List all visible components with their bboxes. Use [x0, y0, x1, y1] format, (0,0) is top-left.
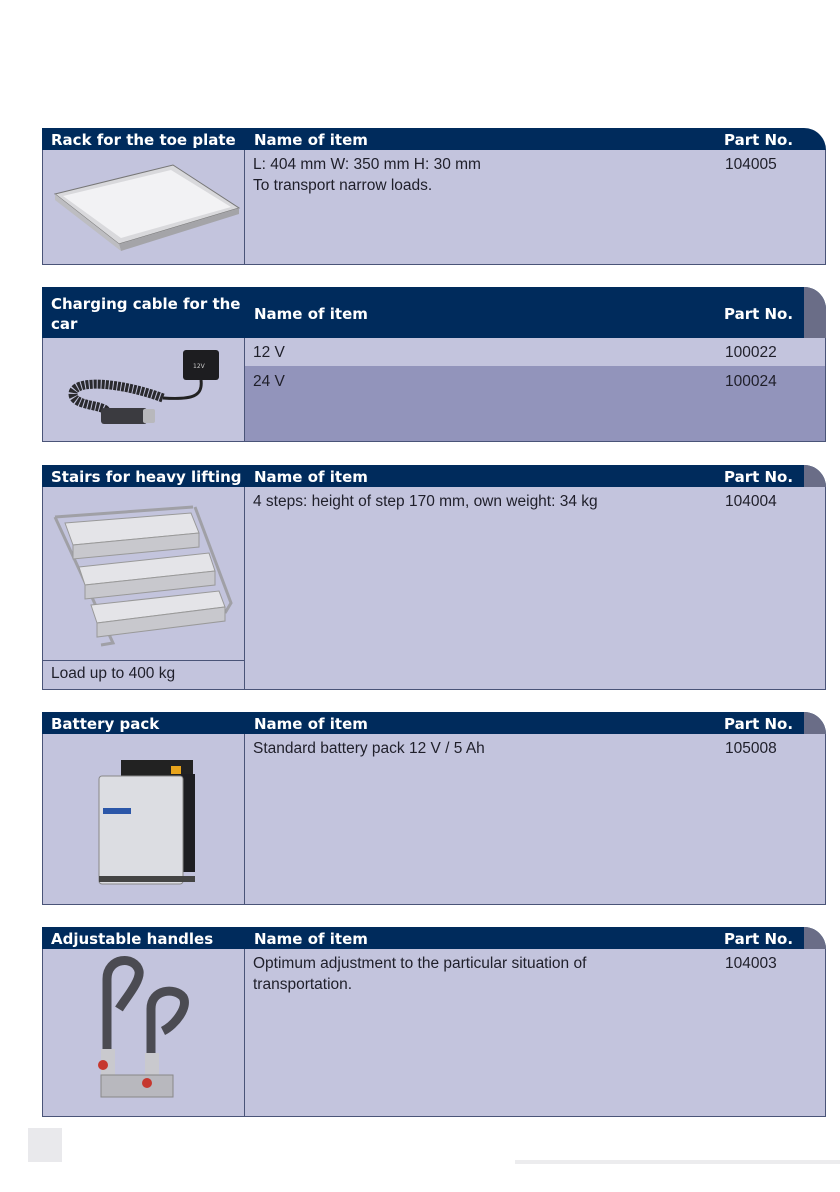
charging-cable-image: [43, 338, 244, 441]
item-description: [253, 953, 586, 995]
item-row: [253, 371, 285, 392]
product-image-cell: [43, 150, 245, 264]
item-row: [253, 342, 285, 363]
section-header: [42, 712, 826, 734]
part-number: 104004: [725, 493, 777, 510]
item-description: [253, 738, 485, 759]
section-body: [42, 150, 826, 265]
description-line: Optimum adjustment to the particular situation of: [253, 955, 587, 972]
section-header: [42, 128, 826, 150]
product-image-cell: [43, 487, 245, 689]
product-image-cell: [43, 338, 245, 441]
section-title: Rack for the toe plate: [51, 131, 236, 149]
part-no-header: Part No.: [724, 715, 794, 733]
part-no-header: Part No.: [724, 131, 794, 149]
header-corner-tab: [804, 465, 826, 487]
part-number: 100024: [725, 373, 777, 390]
part-number: 100022: [725, 344, 777, 361]
battery-pack-image: [43, 734, 244, 904]
header-corner-tab: [804, 287, 826, 338]
product-image-cell: [43, 949, 245, 1116]
section-charging-cable: [42, 287, 826, 442]
item-description: [253, 491, 598, 512]
name-of-item-header: Name of item: [254, 131, 368, 149]
product-image-cell: [43, 734, 245, 904]
svg-text:12V: 12V: [193, 363, 205, 370]
section-title: Stairs for heavy lifting: [51, 468, 242, 486]
description-line: transportation.: [253, 976, 353, 993]
page-number-box: [28, 1128, 62, 1162]
description-line: To transport narrow loads.: [253, 177, 433, 194]
load-caption: Load up to 400 kg: [51, 665, 176, 682]
item-name: 24 V: [253, 373, 285, 390]
name-of-item-header: Name of item: [254, 305, 368, 323]
section-header: [42, 927, 826, 949]
section-battery-pack: [42, 712, 826, 905]
section-header: [42, 287, 826, 338]
section-title: Battery pack: [51, 715, 160, 733]
name-of-item-header: Name of item: [254, 715, 368, 733]
name-of-item-header: Name of item: [254, 468, 368, 486]
section-toe-plate-rack: [42, 128, 826, 265]
section-title-line2: car: [51, 315, 78, 333]
description-line: Standard battery pack 12 V / 5 Ah: [253, 740, 485, 757]
part-no-header: Part No.: [724, 468, 794, 486]
section-header: [42, 465, 826, 487]
item-description: [253, 154, 481, 196]
header-corner-tab: [804, 927, 826, 949]
section-stairs: [42, 465, 826, 690]
description-line: 4 steps: height of step 170 mm, own weight: 34 kg: [253, 493, 598, 510]
section-adjustable-handles: [42, 927, 826, 1117]
section-body: [42, 487, 826, 690]
section-title: Adjustable handles: [51, 930, 214, 948]
section-body: [42, 949, 826, 1117]
adjustable-handles-image: [43, 949, 244, 1116]
section-title-line1: Charging cable for the: [51, 295, 241, 313]
name-of-item-header: Name of item: [254, 930, 368, 948]
footer-rule: [515, 1160, 840, 1164]
stairs-image: [43, 487, 244, 659]
part-no-header: Part No.: [724, 305, 794, 323]
part-number: 105008: [725, 740, 777, 757]
header-corner-tab: [804, 712, 826, 734]
section-body: [42, 338, 826, 442]
part-number: 104003: [725, 955, 777, 972]
caption-divider: [43, 660, 244, 661]
item-name: 12 V: [253, 344, 285, 361]
part-number: 104005: [725, 156, 777, 173]
description-line: L: 404 mm W: 350 mm H: 30 mm: [253, 156, 481, 173]
section-body: [42, 734, 826, 905]
part-no-header: Part No.: [724, 930, 794, 948]
toe-plate-rack-image: [43, 150, 244, 264]
